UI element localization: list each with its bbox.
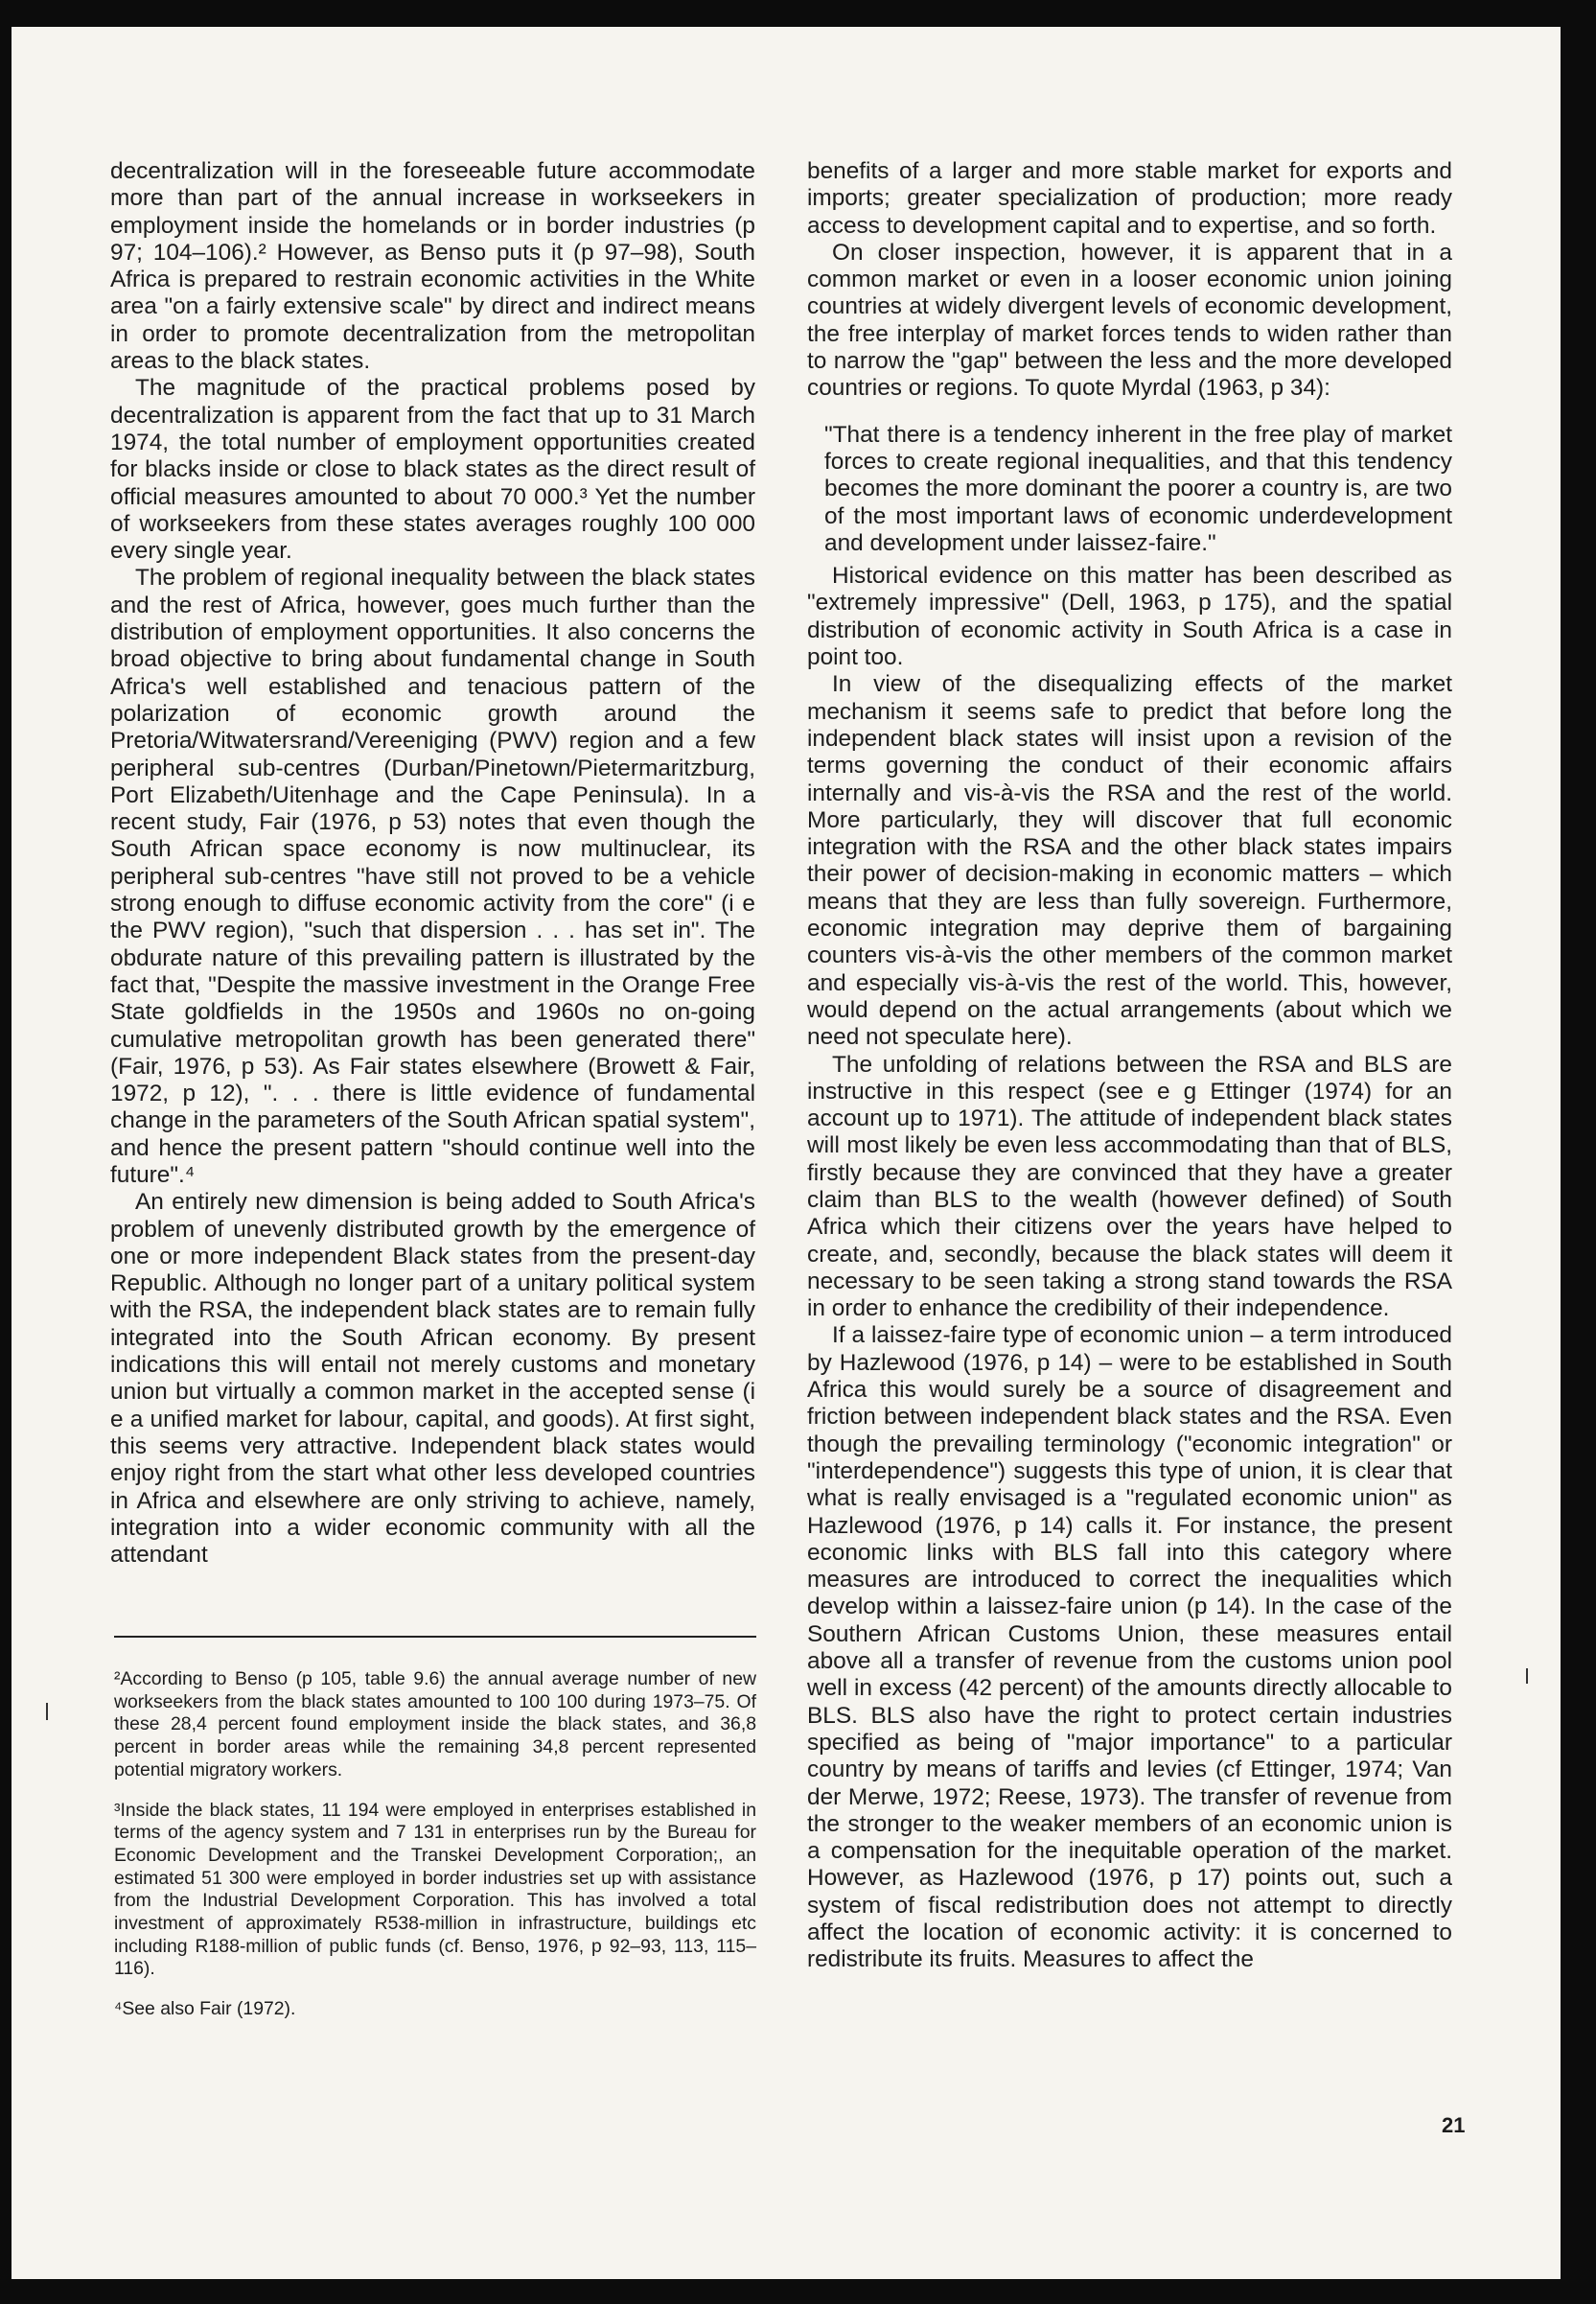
paragraph: decentralization will in the foreseeable future accommodate more than part of the annual increase in workseekers in employment inside the homelands or in border industries (p 97; 104–106).² However, as Benso puts it (p 97–98), South Africa is prepared to restrain economic activities in the White area "on a fairly extensive scale" by direct and indirect means in order to promote decentralization from the metropolitan areas to the black states.	[110, 158, 755, 375]
paragraph: The problem of regional inequality between the black states and the rest of Africa, however, goes much further than the distribution of employment opportunities. It also concerns the broad objective to bring about fundamental change in South Africa's well established and tenacious pattern of the polarization of economic growth around the Pretoria/Witwatersrand/Vereeniging (PWV) region and a few peripheral sub-centres (Durban/Pinetown/Pietermaritzburg, Port Elizabeth/Uitenhage and the Cape Peninsula). In a recent study, Fair (1976, p 53) notes that even though the South African space economy is now multinuclear, its peripheral sub-centres "have still not proved to be a vehicle strong enough to diffuse economic activity from the core" (i e the PWV region), "such that dispersion . . . has set in". The obdurate nature of this prevailing pattern is illustrated by the fact that, "Despite the massive investment in the Orange Free State goldfields in the 1950s and 1960s no on-going cumulative metropolitan growth has been generated there" (Fair, 1976, p 53). As Fair states elsewhere (Browett & Fair, 1972, p 12), ". . . there is little evidence of fundamental change in the parameters of the South African spatial system", and hence the present pattern "should continue well into the future".⁴	[110, 565, 755, 1188]
footnotes	[114, 1668, 756, 2038]
paragraph: benefits of a larger and more stable market for exports and imports; greater specialization of production; more ready access to development capital and to expertise, and so forth.	[807, 158, 1452, 239]
footnote-4: ⁴See also Fair (1972).	[114, 1998, 296, 2020]
page-number: 21	[1442, 2113, 1466, 2137]
paragraph: Historical evidence on this matter has been described as "extremely impressive" (Dell, 1963, p 175), and the spatial distribution of economic activity in South Africa is a case in point too.	[807, 563, 1452, 671]
footnote-3: ³Inside the black states, 11 194 were employed in enterprises established in terms of the agency system and 7 131 in enterprises run by the Bureau for Economic Development and the Transkei Development Corporation;, an estimated 51 300 were employed in border industries set up with assistance from the Industrial Development Corporation. This has involved a total investment of approximately R538-million in infrastructure, buildings etc including R188-million of public funds (cf. Benso, 1976, p 92–93, 113, 115–116).	[114, 1799, 756, 1980]
paragraph: On closer inspection, however, it is apparent that in a common market or even in a looser economic union joining countries at widely divergent levels of economic development, the free interplay of market forces tends to widen rather than to narrow the "gap" between the less and the more developed countries or regions. To quote Myrdal (1963, p 34):	[807, 239, 1452, 402]
margin-mark	[46, 1703, 48, 1720]
left-column	[110, 158, 755, 1569]
footnote-rule	[114, 1636, 756, 1638]
paragraph: An entirely new dimension is being added to South Africa's problem of unevenly distributed growth by the emergence of one or more independent Black states from the present-day Republic. Although no longer part of a unitary political system with the RSA, the independent black states are to remain fully integrated into the South African economy. By present indications this will entail not merely customs and monetary union but virtually a common market in the accepted sense (i e a unified market for labour, capital, and goods). At first sight, this seems very attractive. Independent black states would enjoy right from the start what other less developed countries in Africa and elsewhere are only striving to achieve, namely, integration into a wider economic community with all the attendant	[110, 1189, 755, 1569]
paragraph: If a laissez-faire type of economic union – a term introduced by Hazlewood (1976, p 14) – were to be established in South Africa this would surely be a source of disagreement and friction between independent black states and the RSA. Even though the prevailing terminology ("economic integration" or "interdependence") suggests this type of union, it is clear that what is really envisaged is a "regulated economic union" as Hazlewood (1976, p 14) calls it. For instance, the present economic links with BLS fall into this category where measures are introduced to correct the inequalities which develop within a laissez-faire union (p 14). In the case of the Southern African Customs Union, these measures entail above all a transfer of revenue from the customs union pool well in excess (42 percent) of the amounts directly allocable to BLS. BLS also have the right to protect certain industries specified as being of "major importance" to a particular country by means of tariffs and levies (cf Ettinger, 1974; Van der Merwe, 1972; Reese, 1973). The transfer of revenue from the stronger to the weaker members of an economic union is a compensation for the inequitable operation of the market. However, as Hazlewood (1976, p 17) points out, such a system of fiscal redistribution does not attempt to directly affect the location of economic activity: it is concerned to redistribute its fruits. Measures to affect the	[807, 1322, 1452, 1973]
block-quote: "That there is a tendency inherent in the free play of market forces to create regional inequalities, and that this tendency becomes the more dominant the poorer a country is, are two of the most important laws of economic underdevelopment and development under laissez-faire."	[824, 421, 1452, 556]
right-column	[807, 158, 1452, 1974]
paragraph: The magnitude of the practical problems posed by decentralization is apparent from the fact that up to 31 March 1974, the total number of employment opportunities created for blacks inside or close to black states as the direct result of official measures amounted to about 70 000.³ Yet the number of workseekers from these states averages roughly 100 000 every single year.	[110, 375, 755, 565]
paragraph: The unfolding of relations between the RSA and BLS are instructive in this respect (see e g Ettinger (1974) for an account up to 1971). The attitude of independent black states will most likely be even less accommodating than that of BLS, firstly because they are convinced that they have a greater claim than BLS to the wealth (however defined) of South Africa which their citizens over the years have helped to create, and, secondly, because the black states will deem it necessary to be seen taking a strong stand towards the RSA in order to enhance the credibility of their independence.	[807, 1051, 1452, 1322]
footnote-2: ²According to Benso (p 105, table 9.6) the annual average number of new workseekers from the black states amounted to 100 100 during 1973–75. Of these 28,4 percent found employment inside the black states, and 36,8 percent in border areas while the remaining 34,8 percent represented potential migratory workers.	[114, 1668, 756, 1780]
margin-mark	[1526, 1668, 1528, 1684]
paragraph: In view of the disequalizing effects of the market mechanism it seems safe to predict that before long the independent black states will insist upon a revision of the terms governing the conduct of their economic affairs internally and vis-à-vis the RSA and the rest of the world. More particularly, they will discover that full economic integration with the RSA and the other black states impairs their power of decision-making in economic matters – which means that they are less than fully sovereign. Furthermore, economic integration may deprive them of bargaining counters vis-à-vis the other members of the common market and especially vis-à-vis the rest of the world. This, however, would depend on the actual arrangements (about which we need not speculate here).	[807, 671, 1452, 1051]
document-page	[12, 27, 1561, 2279]
